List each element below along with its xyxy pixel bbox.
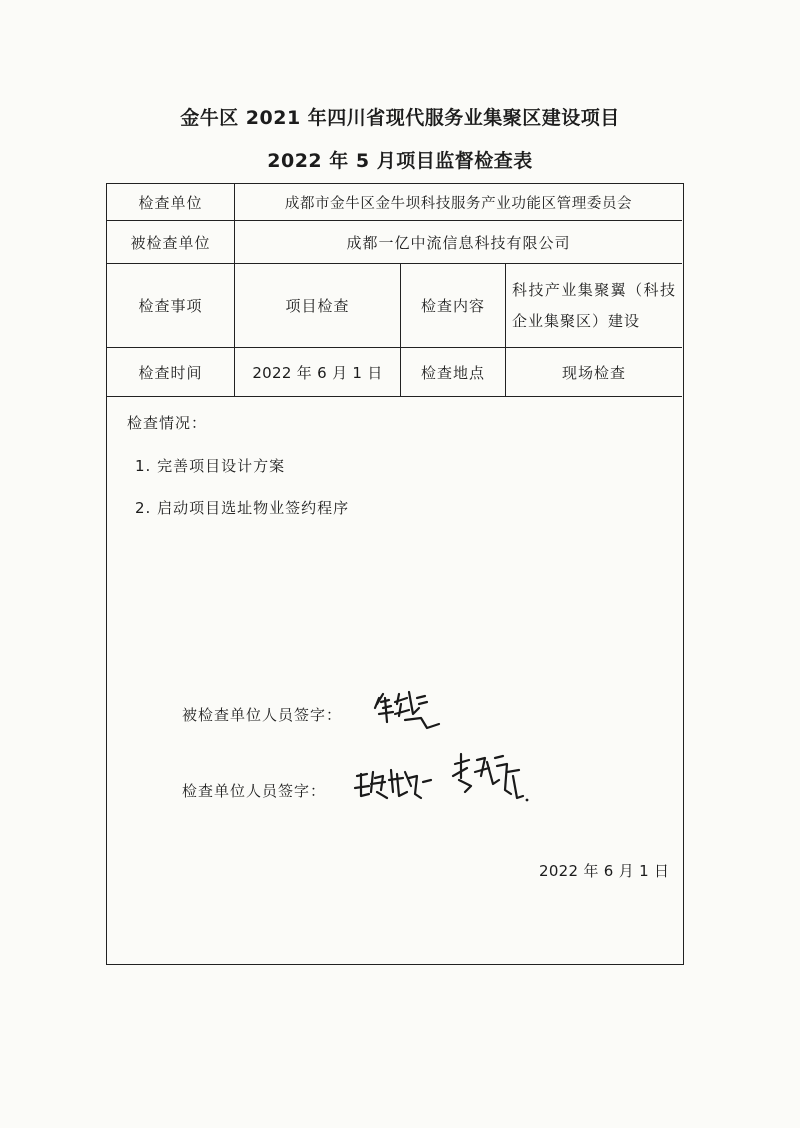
inspected-unit-value: 成都一亿中流信息科技有限公司 <box>346 233 571 252</box>
inspection-location-value: 现场检查 <box>561 363 626 382</box>
inspection-form <box>106 183 684 965</box>
inspected-signature-label: 被检查单位人员签字： <box>182 706 343 724</box>
inspection-item-label: 检查事项 <box>138 297 203 315</box>
inspector-signature-1 <box>351 762 437 810</box>
inspection-heading: 检查情况： <box>127 414 208 432</box>
inspection-location-label: 检查地点 <box>420 363 485 382</box>
inspection-content-value: 科技产业集聚翼（科技企业集聚区）建设 <box>512 280 676 330</box>
inspection-time-label: 检查时间 <box>138 363 203 382</box>
document-title: 金牛区 2021 年四川省现代服务业集聚区建设项目 <box>180 107 620 129</box>
inspection-item: 2. 启动项目选址物业签约程序 <box>135 499 350 517</box>
inspector-signature-label: 检查单位人员签字： <box>182 782 327 800</box>
inspector-unit-value: 成都市金牛区金牛坝科技服务产业功能区管理委员会 <box>284 195 633 212</box>
inspector-unit-label: 检查单位 <box>138 193 203 212</box>
inspection-time-value: 2022 年 6 月 1 日 <box>252 363 383 382</box>
inspected-party-signature <box>369 684 449 736</box>
inspector-signature-2 <box>447 750 533 814</box>
row-divider <box>107 396 682 397</box>
document-date: 2022 年 6 月 1 日 <box>539 862 670 880</box>
document-subtitle: 2022 年 5 月项目监督检查表 <box>267 150 533 172</box>
inspected-unit-label: 被检查单位 <box>130 233 211 252</box>
inspection-item-value: 项目检查 <box>285 297 350 315</box>
inspection-content-label: 检查内容 <box>420 297 485 315</box>
inspection-item: 1. 完善项目设计方案 <box>135 457 286 475</box>
